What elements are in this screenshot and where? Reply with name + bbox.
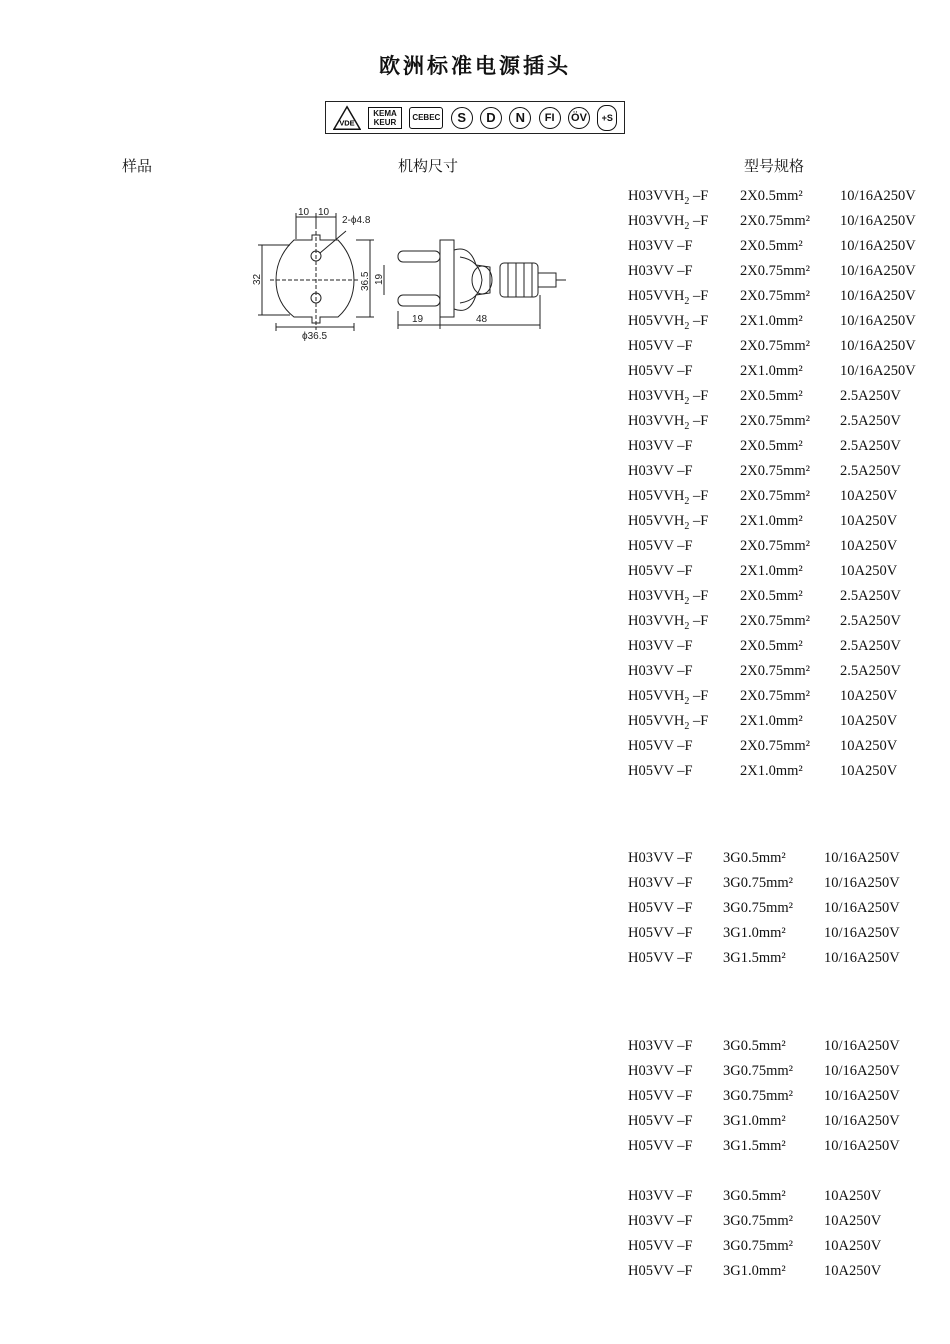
rating: 10/16A250V [840,288,916,304]
cable-model: H05VV –F [628,363,693,379]
cable-model: H03VV –F [628,875,693,891]
rating: 10/16A250V [824,1038,900,1054]
cable-size: 3G0.5mm² [723,1188,786,1204]
cable-model: $H03VVH_2$ –F [628,388,709,407]
n-mark-icon: N [509,107,531,129]
rating: 2.5A250V [840,388,901,404]
cable-model: H03VV –F [628,238,693,254]
cable-model: $H05VVH_2$ –F [628,513,709,532]
dim-label: 10 [298,207,310,218]
cable-model: H03VV –F [628,1213,693,1229]
cable-model: H03VV –F [628,1063,693,1079]
rating: 10/16A250V [840,313,916,329]
rating: 10/16A250V [840,263,916,279]
rating: 10/16A250V [824,1138,900,1154]
page-title: 欧洲标准电源插头 [379,53,571,78]
header-spec: 型号规格 [744,157,805,175]
rating: 2.5A250V [840,413,901,429]
d-mark-icon: D [480,107,502,129]
cable-size: 2X1.0mm² [740,563,803,579]
rating: 10/16A250V [840,238,916,254]
cable-model: H05VV –F [628,563,693,579]
cable-model: H03VV –F [628,663,693,679]
kema-keur-mark-icon: KEMA KEUR [368,107,402,129]
rating: 10A250V [840,488,898,504]
cable-size: 2X0.5mm² [740,238,803,254]
cable-model: H05VV –F [628,538,693,554]
dim-label: ϕ36.5 [302,331,328,342]
cable-size: 3G1.0mm² [723,1263,786,1279]
rating: 10/16A250V [824,925,900,941]
cable-size: 3G0.75mm² [723,1238,794,1254]
rating: 10/16A250V [840,338,916,354]
cable-model: $H05VVH_2$ –F [628,688,709,707]
rating: 10A250V [840,688,898,704]
rating: 2.5A250V [840,638,901,654]
cable-model: H05VV –F [628,900,693,916]
dim-label: 48 [476,314,488,325]
cable-size: 2X0.75mm² [740,613,811,629]
rating: 10/16A250V [824,875,900,891]
plus-s-mark-icon: +S [597,105,617,131]
cable-size: 2X1.0mm² [740,363,803,379]
cable-size: 2X0.75mm² [740,338,811,354]
dim-label: 36.5 [360,271,371,291]
rating: 10A250V [840,738,898,754]
rating: 10A250V [840,713,898,729]
cable-model: $H05VVH_2$ –F [628,488,709,507]
cable-model: $H03VVH_2$ –F [628,588,709,607]
dim-label: 10 [318,207,330,218]
fi-mark-icon: FI [539,107,561,129]
cable-size: 2X0.75mm² [740,463,811,479]
cable-model: H03VV –F [628,263,693,279]
cable-model: H05VV –F [628,1113,693,1129]
svg-text:VDE: VDE [338,117,355,127]
cable-model: H05VV –F [628,1138,693,1154]
cable-model: $H05VVH_2$ –F [628,288,709,307]
cable-size: 3G0.75mm² [723,1063,794,1079]
cable-size: 2X0.75mm² [740,538,811,554]
cable-size: 2X0.5mm² [740,188,803,204]
rating: 10/16A250V [824,1113,900,1129]
cable-size: 3G1.0mm² [723,925,786,941]
cable-model: H03VV –F [628,638,693,654]
rating: 10A250V [824,1238,882,1254]
cable-model: H05VV –F [628,925,693,941]
cable-size: 2X0.75mm² [740,738,811,754]
dim-label: 2-ϕ4.8 [342,215,371,226]
rating: 10/16A250V [840,213,916,229]
cable-model: $H05VVH_2$ –F [628,713,709,732]
dim-label: 19 [374,273,385,285]
vde-mark-icon [333,106,361,130]
cable-model: H05VV –F [628,1263,693,1279]
cable-size: 2X0.5mm² [740,438,803,454]
dim-label: 19 [412,314,424,325]
cable-size: 3G1.5mm² [723,1138,786,1154]
rating: 10A250V [840,538,898,554]
rating: 10A250V [824,1213,882,1229]
rating: 10A250V [840,763,898,779]
rating: 10/16A250V [840,188,916,204]
cable-model: $H05VVH_2$ –F [628,313,709,332]
cable-model: H03VV –F [628,850,693,866]
cable-model: H05VV –F [628,738,693,754]
rating: 10/16A250V [840,363,916,379]
cable-size: 3G0.75mm² [723,900,794,916]
cable-size: 2X0.5mm² [740,638,803,654]
rating: 10A250V [840,513,898,529]
rating: 10A250V [824,1188,882,1204]
rating: 2.5A250V [840,663,901,679]
cable-model: $H03VVH_2$ –F [628,188,709,207]
cable-size: 3G0.75mm² [723,875,794,891]
cable-size: 2X1.0mm² [740,313,803,329]
rating: 2.5A250V [840,463,901,479]
cable-model: H03VV –F [628,1188,693,1204]
rating: 2.5A250V [840,613,901,629]
dim-label: 32 [252,273,263,285]
rating: 10A250V [824,1263,882,1279]
cebec-mark-icon: CEBEC [409,107,443,129]
rating: 10/16A250V [824,850,900,866]
rating: 10A250V [840,563,898,579]
plug-dimension-drawing [250,205,570,345]
cable-size: 2X0.75mm² [740,288,811,304]
cable-size: 3G0.5mm² [723,850,786,866]
header-sample: 样品 [122,157,153,175]
rating: 10/16A250V [824,1063,900,1079]
cable-size: 3G1.5mm² [723,950,786,966]
cable-size: 2X1.0mm² [740,763,803,779]
cable-size: 2X0.75mm² [740,488,811,504]
rating: 2.5A250V [840,438,901,454]
rating: 10/16A250V [824,900,900,916]
ov-mark-icon: ÖV [568,107,590,129]
cable-size: 3G1.0mm² [723,1113,786,1129]
cable-size: 2X0.75mm² [740,263,811,279]
rating: 10/16A250V [824,1088,900,1104]
cable-size: 2X1.0mm² [740,513,803,529]
cable-model: H05VV –F [628,1088,693,1104]
cable-size: 2X0.5mm² [740,388,803,404]
certification-marks [325,101,625,134]
cable-size: 2X1.0mm² [740,713,803,729]
cable-model: H03VV –F [628,1038,693,1054]
cable-model: H05VV –F [628,338,693,354]
cable-model: H05VV –F [628,763,693,779]
cable-size: 2X0.75mm² [740,663,811,679]
cable-size: 3G0.75mm² [723,1213,794,1229]
cable-size: 2X0.5mm² [740,588,803,604]
cable-model: H05VV –F [628,1238,693,1254]
cable-size: 3G0.5mm² [723,1038,786,1054]
cable-size: 3G0.75mm² [723,1088,794,1104]
cable-model: H03VV –F [628,438,693,454]
cable-size: 2X0.75mm² [740,213,811,229]
cable-size: 2X0.75mm² [740,688,811,704]
cable-model: H05VV –F [628,950,693,966]
cable-model: H03VV –F [628,463,693,479]
cable-model: $H03VVH_2$ –F [628,213,709,232]
rating: 10/16A250V [824,950,900,966]
rating: 2.5A250V [840,588,901,604]
s-mark-icon: S [451,107,473,129]
cable-model: $H03VVH_2$ –F [628,613,709,632]
cable-model: $H03VVH_2$ –F [628,413,709,432]
cable-size: 2X0.75mm² [740,413,811,429]
header-dimensions: 机构尺寸 [398,157,459,175]
